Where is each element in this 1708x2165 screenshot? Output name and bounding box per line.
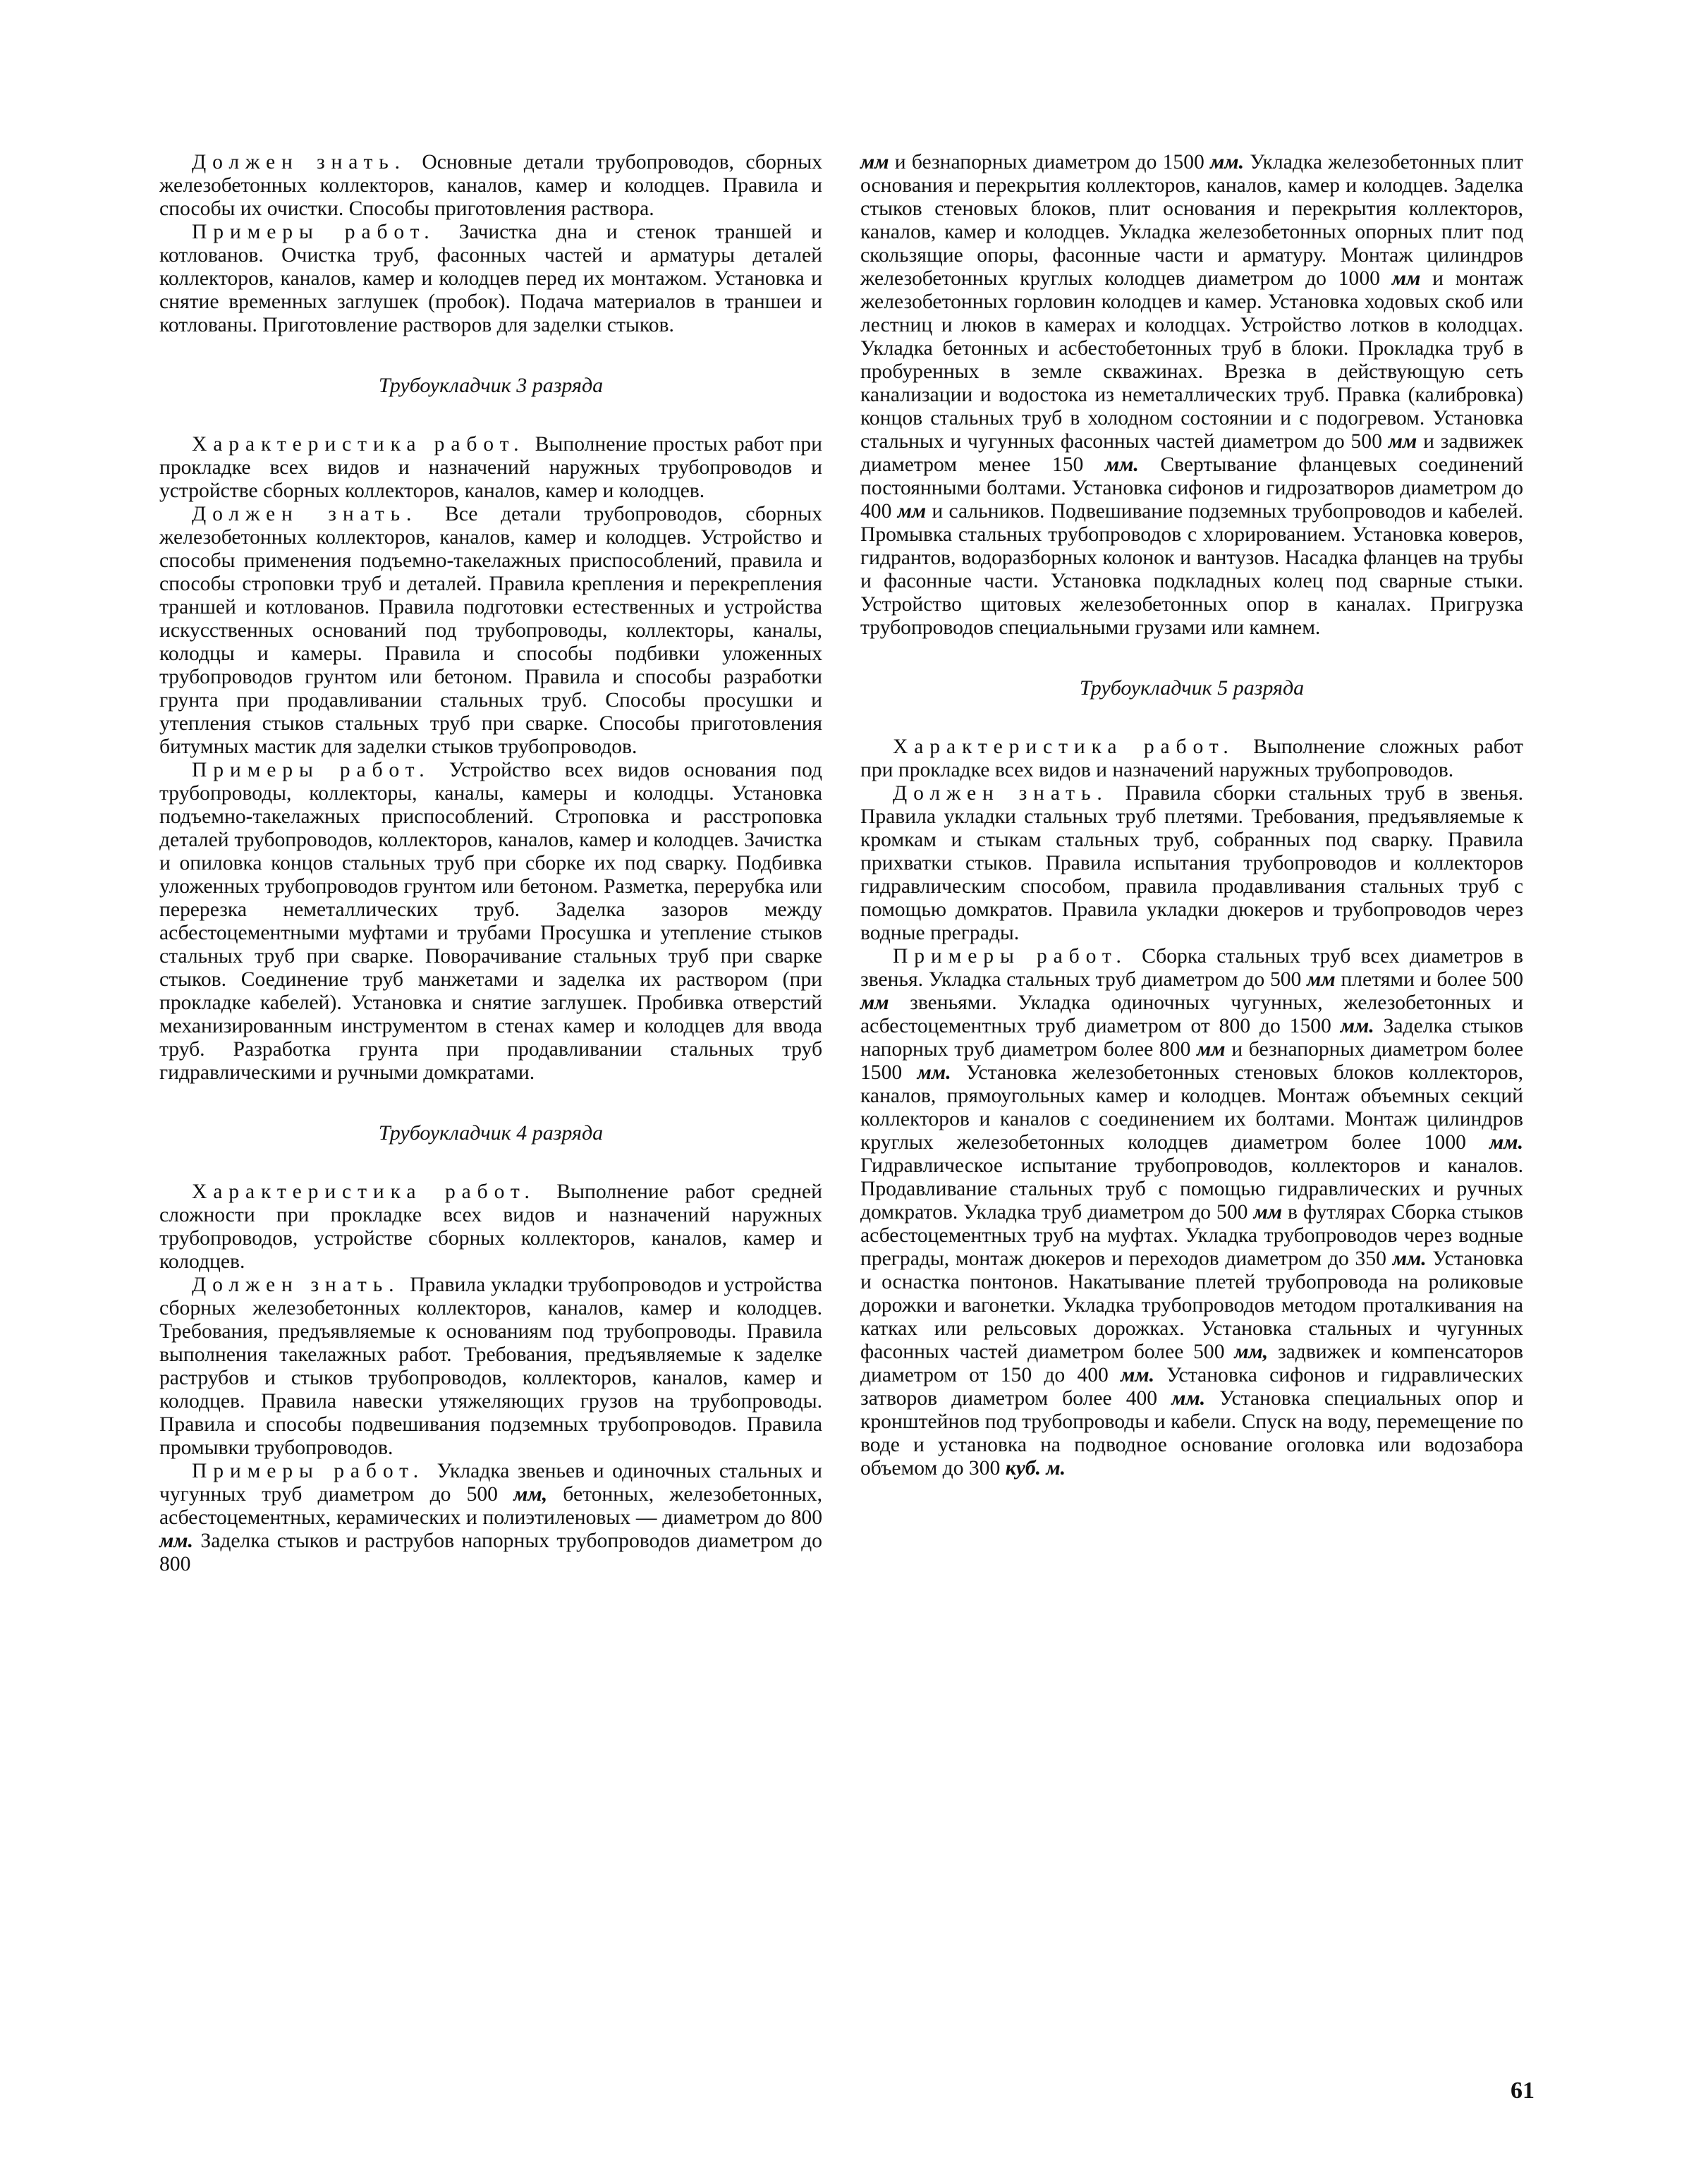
paragraph-text: Выполнение простых работ при прокладке всех видов и назначений наружных трубопроводов и устройстве сборных коллекторов, каналов, камер и колодцев. <box>159 433 822 502</box>
paragraph-text: Зачистка дна и стенок траншей и котлованов. Очистка труб, фасонных частей и арматуры деталей коллекторов, каналов, камер и колодцев перед их монтажом. Установка и снятие временных заглушек (пробок). Подача материалов в траншеи и котлованы. Приготовление растворов для заделки стыков. <box>159 221 822 336</box>
paragraph-text: Выполнение работ средней сложности при прокладке всех видов и назначений наружных трубопроводов, устройстве сборных коллекторов, каналов, камер и колодцев. <box>159 1181 822 1273</box>
paragraph-should-know-grade2 <box>159 151 822 221</box>
lead-label: Примеры работ. <box>893 945 1128 968</box>
paragraph-work-examples-grade3 <box>159 759 822 1085</box>
unit-label: мм. <box>917 1061 951 1084</box>
lead-label: Характеристика работ. <box>893 736 1235 758</box>
text-segment: и безнапорных диаметром до 1500 <box>894 151 1204 173</box>
unit-label: мм. <box>1104 453 1139 476</box>
heading-grade4: Трубоукладчик 4 разряда <box>378 1121 604 1145</box>
paragraph-text: Выполнение сложных работ при прокладке всех видов и назначений наружных трубопроводов. <box>860 736 1523 781</box>
unit-label: мм, <box>513 1483 548 1506</box>
unit-label: мм <box>1253 1201 1283 1224</box>
paragraph-work-description-grade5 <box>860 736 1523 782</box>
lead-label: Примеры работ. <box>192 221 436 243</box>
text-segment: Сборка стальных труб всех диаметров в звенья. Укладка стальных труб диаметром до 500 <box>860 945 1523 991</box>
paragraph-should-know-grade4 <box>159 1274 822 1460</box>
lead-label: Должен знать. <box>192 1274 401 1296</box>
lead-label: Должен знать. <box>192 151 406 173</box>
unit-label: мм. <box>1340 1015 1374 1037</box>
paragraph-text: Правила укладки трубопроводов и устройства сборных железобетонных коллекторов, каналов, камер и колодцев. Требования, предъявляемые к основаниям под трубопроводы. Правила выполнения такелажных работ. Требования, предъявляемые к заделке раструбов и стыков трубопроводов, коллекторов, каналов, камер и колодцев. Правила навески утяжеляющих грузов на трубопроводы. Правила и способы подвешивания подземных трубопроводов. Правила промывки трубопроводов. <box>159 1274 822 1459</box>
lead-label: Примеры работ. <box>192 759 431 781</box>
unit-label: мм. <box>1210 151 1244 173</box>
paragraph-text: Правила сборки стальных труб в звенья. Правила укладки стальных труб плетями. Требования, предъявляемые к кромкам и стыкам стальных труб, собранных под сварку. Правила прихватки стыков. Правила испытания трубопроводов и коллекторов гидравлическим способом, правила продавливания стальных труб с помощью домкратов. Правила укладки дюкеров и трубопроводов через водные преграды. <box>860 782 1524 944</box>
paragraph-work-description-grade4 <box>159 1181 822 1274</box>
unit-label: куб. м. <box>1005 1457 1066 1480</box>
heading-grade5: Трубоукладчик 5 разряда <box>1079 676 1305 700</box>
text-segment: звеньями. Укладка одиночных чугунных, железобетонных и асбестоцементных труб диаметром от 800 до 1500 <box>860 992 1523 1037</box>
unit-label-plain: мм <box>860 151 889 173</box>
paragraph-should-know-grade5 <box>860 782 1523 945</box>
paragraph-text: Устройство всех видов основания под трубопроводы, коллекторы, каналы, камеры и колодцы. Установка подъемно-такелажных приспособлений. Строповка и расстроповка деталей трубопроводов, коллекторов, каналов, камер и колодцев. Зачистка и опиловка концов стальных труб при сборке их под сварку. Подбивка уложенных трубопроводов грунтом или бетоном. Разметка, перерубка или перерезка неметаллических труб. Заделка зазоров между асбестоцементными муфтами и трубами Просушка и утепление стыков стальных труб при сварке. Поворачивание стальных труб при сварке стыков. Соединение труб манжетами и заделка их раствором (при прокладке кабелей). Установка и снятие заглушек. Пробивка отверстий механизированным инструментом в стенах камер и колодцев для ввода труб. Разработка грунта при продавливании стальных труб гидравлическими и ручными домкратами. <box>159 759 822 1084</box>
text-segment: в футлярах Сборка стыков асбестоцементных труб на муфтах. Укладка трубопроводов через водные преграды, монтаж дюкеров и переходов диаметром до 350 <box>860 1201 1523 1270</box>
text-segment: Свертывание фланцевых соединений постоянными болтами. Установка сифонов и гидрозатворов диаметром до 400 <box>860 453 1523 523</box>
text-segment: Установка железобетонных стеновых блоков коллекторов, каналов, прямоугольных камер и колодцев. Монтаж объемных секций коллекторов и каналов с соединением их болтами. Монтаж цилиндров круглых железобетонных колодцев диаметром более 1000 <box>860 1061 1523 1154</box>
unit-label: мм. <box>1489 1131 1523 1154</box>
text-segment: и монтаж железобетонных горловин колодцев и камер. Установка ходовых скоб или лестниц и люков в камерах и колодцах. Устройство лотков в колодцах. Укладка бетонных и асбестобетонных труб в блоки. Прокладка труб в пробуренных в земле скважинах. Врезка в действующую сеть канализации и водостока из неметаллических труб. Правка (калибровка) концов стальных труб в холодном состоянии и с подогревом. Установка стальных и чугунных фасонных частей диаметром до 500 <box>860 267 1524 453</box>
unit-label: мм <box>860 992 889 1014</box>
lead-label: Характеристика работ. <box>192 1181 536 1203</box>
right-column <box>860 151 1523 1480</box>
text-segment: Заделка стыков и раструбов напорных трубопроводов диаметром до 800 <box>159 1530 822 1575</box>
paragraph-work-examples-grade2 <box>159 221 822 337</box>
paragraph-should-know-grade3 <box>159 503 822 759</box>
text-segment: плетями и более 500 <box>1341 968 1523 991</box>
lead-label: Должен знать. <box>192 503 418 525</box>
paragraph-work-examples-grade4-continued <box>860 151 1523 640</box>
lead-label: Должен знать. <box>893 782 1109 805</box>
unit-label: мм. <box>159 1530 193 1552</box>
text-segment: бетонных, железобетонных, асбестоцементных, керамических и полиэтиленовых — диаметром до 800 <box>159 1483 823 1529</box>
unit-label: мм <box>897 500 927 523</box>
text-segment: задвижек и компенсаторов диаметром от 150 до 400 <box>860 1341 1523 1386</box>
text-segment: Установка специальных опор и кронштейнов под трубопроводы и кабели. Спуск на воду, перемещение по воде и установка на подводное основание оголовка или водозабора объемом до 300 <box>860 1387 1523 1480</box>
page-number: 61 <box>1511 2078 1535 2104</box>
text-segment: Укладка звеньев и одиночных стальных и чугунных труб диаметром до 500 <box>159 1460 822 1506</box>
text-segment: Установка и оснастка понтонов. Накатывание плетей трубопровода на роликовые дорожки и вагонетки. Укладка трубопроводов методом проталкивания на катках или рельсовых дорожках. Установка стальных и чугунных фасонных частей диаметром более 500 <box>860 1248 1524 1363</box>
paragraph-work-description-grade3 <box>159 433 822 503</box>
text-segment: Укладка железобетонных плит основания и перекрытия коллекторов, каналов, камер и колодцев. Заделка стыков стеновых блоков, плит основания и перекрытия коллекторов, каналов, камер и колодцев. Укладка железобетонных опорных плит под скользящие опоры, фасонные части и арматуру. Монтаж цилиндров железобетонных круглых колодцев диаметром до 1000 <box>860 151 1524 290</box>
text-segment: и безнапорных диаметром более 1500 <box>860 1038 1524 1084</box>
unit-label: мм <box>1388 430 1417 453</box>
text-segment: и задвижек диаметром менее 150 <box>860 430 1523 476</box>
paragraph-text: Основные детали трубопроводов, сборных железобетонных коллекторов, каналов, камер и колодцев. Правила и способы их очистки. Способы приготовления раствора. <box>159 151 822 220</box>
unit-label: мм <box>1197 1038 1226 1061</box>
unit-label: мм, <box>1234 1341 1269 1363</box>
text-segment: и сальников. Подвешивание подземных трубопроводов и кабелей. Промывка стальных трубопроводов с хлорированием. Установка коверов, гидрантов, водоразборных колонок и вантузов. Насадка фланцев на трубы и фасонные части. Установка подкладных колец под сварные стыки. Устройство щитовых железобетонных опор в каналах. Пригрузка трубопроводов специальными грузами или камнем. <box>860 500 1523 639</box>
lead-label: Примеры работ. <box>192 1460 425 1482</box>
unit-label: мм. <box>1121 1364 1155 1386</box>
unit-label: мм. <box>1171 1387 1206 1410</box>
unit-label: мм. <box>1392 1248 1427 1270</box>
paragraph-text: Все детали трубопроводов, сборных железобетонных коллекторов, каналов, камер и колодцев. Устройство и способы применения подъемно-такелажных приспособлений, правила и способы строповки труб и деталей. Правила крепления и перекрепления траншей и котлованов. Правила подготовки естественных и устройства искусственных оснований под трубопроводы, коллекторы, каналы, колодцы и камеры. Правила и способы подбивки уложенных трубопроводов грунтом или бетоном. Правила и способы разработки грунта при продавливании стальных труб. Способы просушки и утепления стыков стальных труб при сварке. Способы приготовления битумных мастик для заделки стыков трубопроводов. <box>159 503 822 758</box>
unit-label: мм <box>1307 968 1336 991</box>
unit-label: мм <box>1391 267 1421 290</box>
text-segment: Заделка стыков напорных труб диаметром более 800 <box>860 1015 1523 1061</box>
text-segment: Гидравлическое испытание трубопроводов, коллекторов и каналов. Продавливание стальных труб с помощью гидравлических и ручных домкратов. Укладка труб диаметром до 500 <box>860 1154 1523 1224</box>
text-segment: Установка сифонов и гидравлических затворов диаметром более 400 <box>860 1364 1524 1410</box>
left-column <box>159 151 822 1576</box>
paragraph-work-examples-grade4 <box>159 1460 822 1576</box>
heading-grade3: Трубоукладчик 3 разряда <box>378 374 604 397</box>
paragraph-work-examples-grade5 <box>860 945 1523 1480</box>
lead-label: Характеристика работ. <box>192 433 525 456</box>
